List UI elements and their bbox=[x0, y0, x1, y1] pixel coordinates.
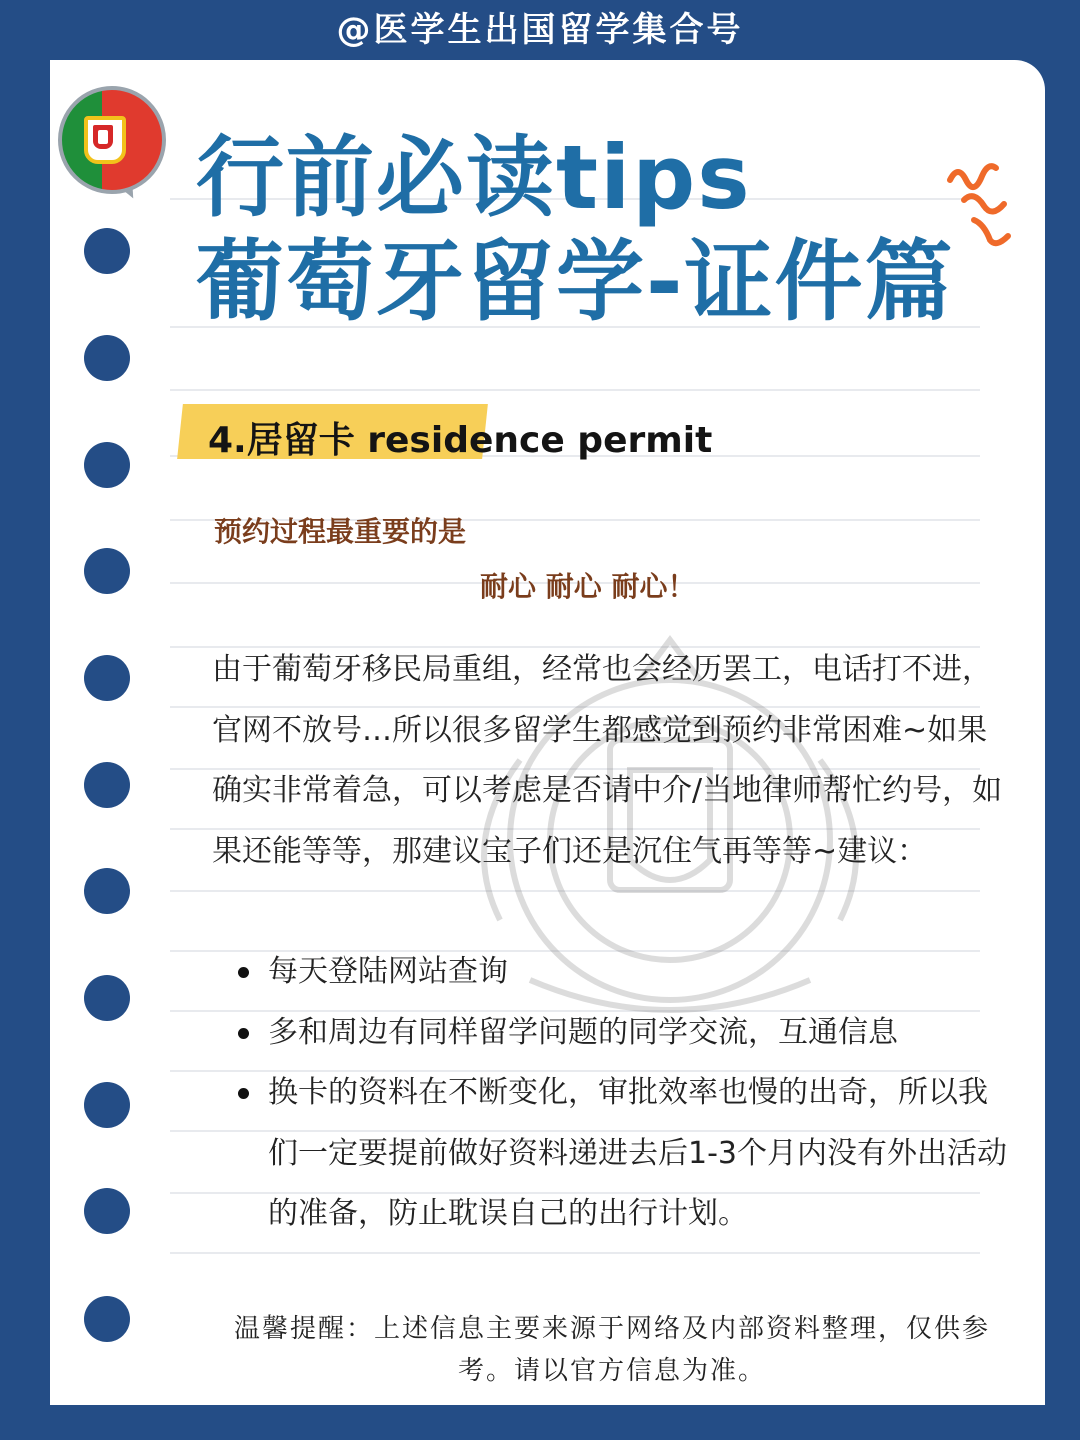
page-title-line1: 行前必读tips bbox=[196, 126, 752, 229]
binder-hole bbox=[84, 548, 130, 594]
disclaimer-note: 温馨提醒：上述信息主要来源于网络及内部资料整理，仅供参考。请以官方信息为准。 bbox=[233, 1314, 990, 1386]
binder-hole bbox=[84, 655, 130, 701]
section-heading: 4.居留卡 residence permit bbox=[208, 420, 713, 461]
tips-list bbox=[232, 942, 1012, 1245]
emphasis-line2: 耐心 耐心 耐心！ bbox=[480, 570, 696, 603]
binder-hole bbox=[84, 762, 130, 808]
binder-hole bbox=[84, 975, 130, 1021]
binder-hole bbox=[84, 1296, 130, 1342]
list-item: 每天登陆网站查询 bbox=[232, 942, 1012, 1003]
page-title-line2: 葡萄牙留学-证件篇 bbox=[196, 230, 955, 333]
binder-hole bbox=[84, 442, 130, 488]
binder-hole bbox=[84, 228, 130, 274]
squiggle-decoration-icon bbox=[944, 160, 1014, 250]
binder-hole bbox=[84, 1082, 130, 1128]
list-item: 多和周边有同样留学问题的同学交流，互通信息 bbox=[232, 1003, 1012, 1064]
binder-hole bbox=[84, 1188, 130, 1234]
body-paragraph: 由于葡萄牙移民局重组，经常也会经历罢工，电话打不进，官网不放号…所以很多留学生都感觉到预约非常困难~如果确实非常着急，可以考虑是否请中介/当地律师帮忙约号，如果还能等等，那建议宝子们还是沉住气再等等~建议： bbox=[212, 652, 1003, 869]
list-item: 换卡的资料在不断变化，审批效率也慢的出奇，所以我们一定要提前做好资料递进去后1-3个月内没有外出活动的准备，防止耽误自己的出行计划。 bbox=[232, 1063, 1012, 1245]
account-header: @医学生出国留学集合号 bbox=[336, 10, 744, 50]
binder-hole bbox=[84, 335, 130, 381]
binder-hole bbox=[84, 868, 130, 914]
emphasis-line1: 预约过程最重要的是 bbox=[214, 515, 467, 548]
portugal-flag-icon bbox=[58, 86, 166, 194]
